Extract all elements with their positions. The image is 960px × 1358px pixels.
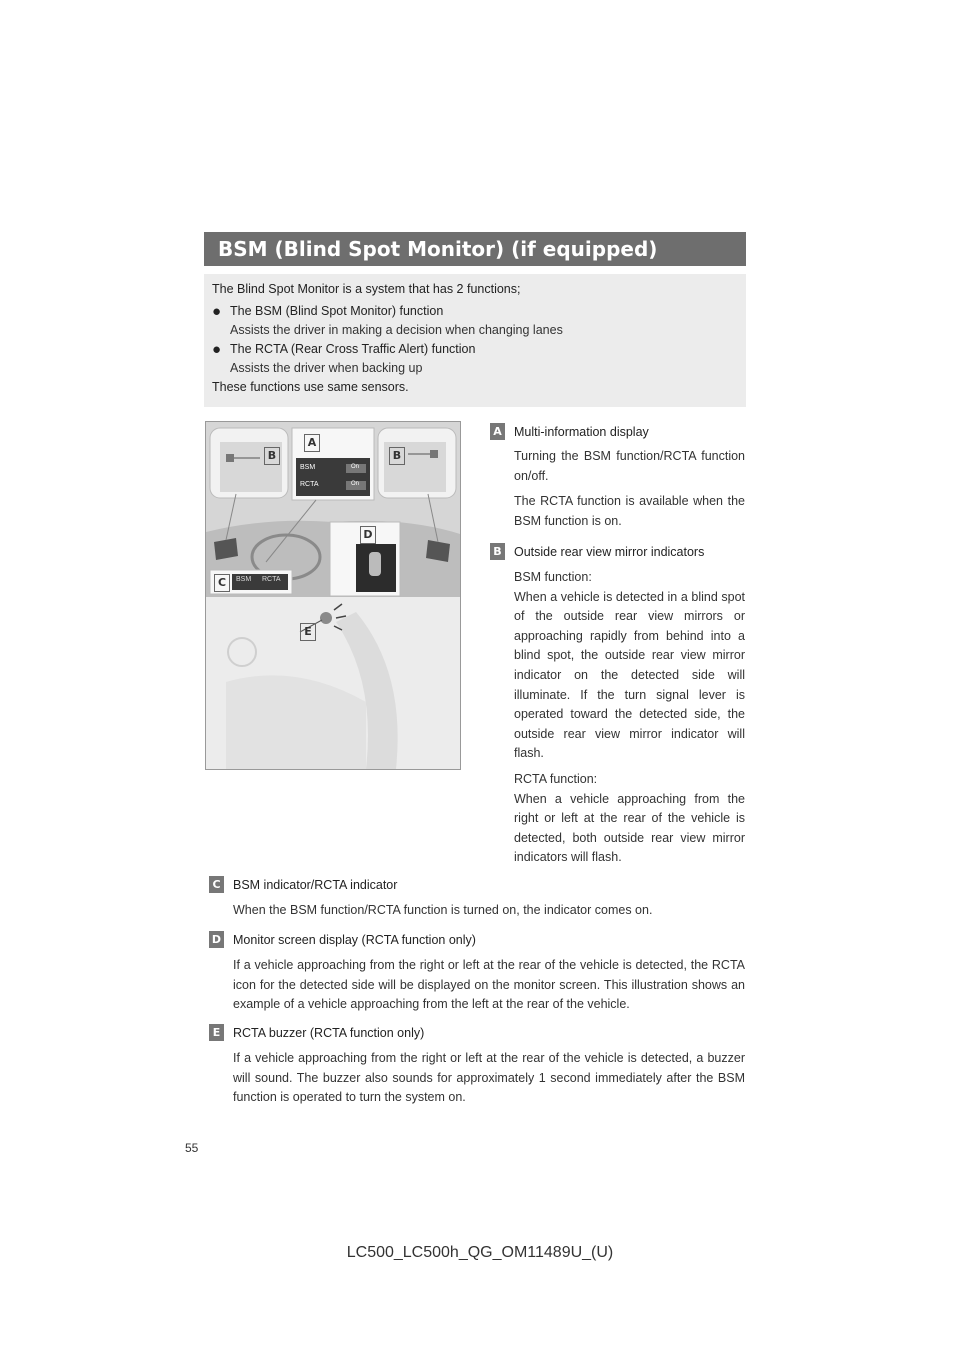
bullet-title: The BSM (Blind Spot Monitor) function <box>230 304 444 318</box>
entry-d-title: Monitor screen display (RCTA function only) <box>233 933 476 947</box>
figure-label-b-left: B <box>264 447 280 465</box>
entry-a-title: Multi-information display <box>514 425 649 439</box>
entry-b-text <box>514 568 745 874</box>
entry-c-text <box>233 901 745 927</box>
intro-lead: The Blind Spot Monitor is a system that has 2 functions; <box>212 282 521 296</box>
entry-a-paragraph: The RCTA function is available when the BSM function is on. <box>514 494 745 528</box>
section-title: BSM (Blind Spot Monitor) (if equipped) <box>204 232 746 266</box>
figure-label-e: E <box>300 623 316 641</box>
bullet-title: The RCTA (Rear Cross Traffic Alert) function <box>230 342 476 356</box>
entry-b-paragraph: BSM function: <box>514 570 592 584</box>
display-row-rcta-state: On <box>351 481 360 487</box>
bullet-desc: Assists the driver when backing up <box>230 361 423 375</box>
left-mirror-indicator-icon <box>226 454 234 462</box>
figure-label-d: D <box>360 526 376 544</box>
entry-d-paragraph: If a vehicle approaching from the right or left at the rear of the vehicle is detected, the RCTA icon for the detected side will be displayed on the monitor screen. This illustration shows an example of a vehicle approaching from the left at the rear of the vehicle. <box>233 958 745 1012</box>
entry-b-paragraph: When a vehicle approaching from the right or left at the rear of the vehicle is detected, both outside rear view mirror indicators will flash. <box>514 791 745 865</box>
intro-box <box>204 274 746 407</box>
marker-d: D <box>209 931 224 948</box>
vehicle-illustration <box>205 421 461 770</box>
entry-d-text <box>233 956 745 1021</box>
indicator-rcta-text: RCTA <box>262 576 281 583</box>
entry-a-paragraph: Turning the BSM function/RCTA function on/off. <box>514 449 745 483</box>
intro-bullet <box>212 302 738 340</box>
marker-a: A <box>490 423 505 440</box>
display-row-bsm-label: BSM <box>300 464 316 471</box>
entry-e-text <box>233 1049 745 1114</box>
vehicle-illustration-svg <box>206 422 460 769</box>
display-row-rcta-label: RCTA <box>300 481 319 488</box>
display-row-bsm-state: On <box>351 464 360 470</box>
footer-code: LC500_LC500h_QG_OM11489U_(U) <box>346 1244 614 1261</box>
marker-e: E <box>209 1024 224 1041</box>
right-mirror-indicator-icon <box>430 450 438 458</box>
bullet-icon: ● <box>212 303 222 320</box>
page-number: 55 <box>185 1141 199 1155</box>
entry-e-paragraph: If a vehicle approaching from the right or left at the rear of the vehicle is detected, a buzzer will sound. The buzzer also sounds for approximately 1 second immediately after the BSM function is operated to turn the system on. <box>233 1051 745 1105</box>
entry-b-title: Outside rear view mirror indicators <box>514 545 705 559</box>
marker-c: C <box>209 876 224 893</box>
entry-e-title: RCTA buzzer (RCTA function only) <box>233 1026 425 1040</box>
figure-label-b-right: B <box>389 447 405 465</box>
marker-b: B <box>490 543 505 560</box>
bullet-icon: ● <box>212 341 222 358</box>
entry-a-text <box>514 447 745 537</box>
entry-c-paragraph: When the BSM function/RCTA function is turned on, the indicator comes on. <box>233 903 653 917</box>
figure-label-c: C <box>214 574 230 592</box>
intro-closing: These functions use same sensors. <box>212 380 409 394</box>
vehicle-icon <box>369 552 381 576</box>
figure-label-a: A <box>304 434 320 452</box>
bullet-desc: Assists the driver in making a decision when changing lanes <box>230 323 563 337</box>
indicator-bsm-text: BSM <box>236 576 252 583</box>
entry-c-title: BSM indicator/RCTA indicator <box>233 878 398 892</box>
buzzer-shape <box>320 612 332 624</box>
entry-b-paragraph: RCTA function: <box>514 771 598 786</box>
intro-bullet <box>212 340 738 378</box>
entry-b-paragraph: When a vehicle is detected in a blind spot of the outside rear view mirrors or approaching rapidly from behind into a blind spot, the outside rear view mirror indicator on the detected side will illuminate. If the turn signal lever is operated toward the detected side, the outside rear view mirror indicator will flash. <box>514 589 745 761</box>
